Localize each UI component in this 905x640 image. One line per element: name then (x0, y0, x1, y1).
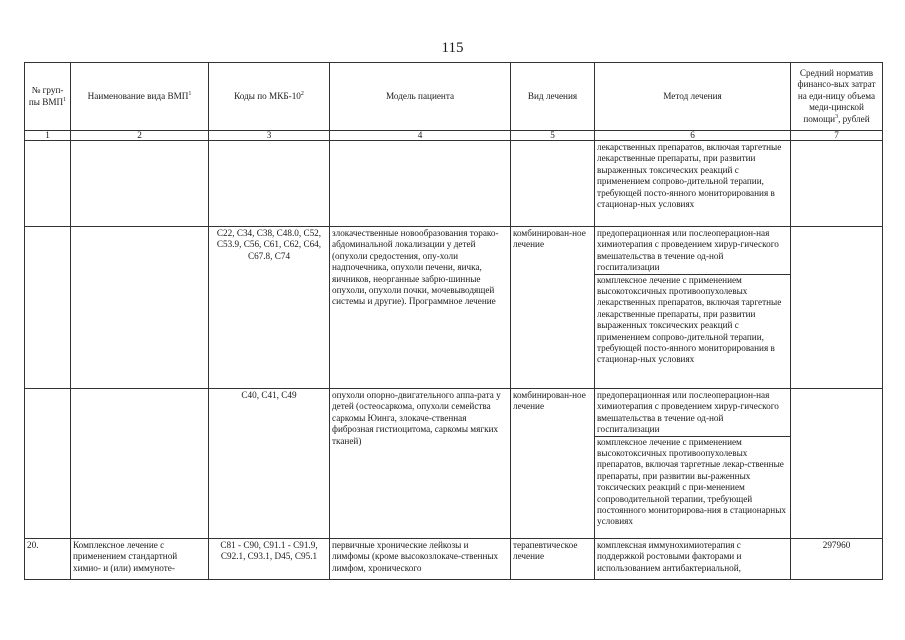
cell-cost: 297960 (791, 539, 883, 580)
header-treatment-type: Вид лечения (511, 63, 595, 131)
column-number: 6 (595, 131, 791, 141)
cell-cost (791, 227, 883, 389)
column-number-row (25, 131, 883, 141)
column-number: 2 (71, 131, 209, 141)
cell-type (511, 141, 595, 227)
header-treatment-method: Метод лечения (595, 63, 791, 131)
column-number: 7 (791, 131, 883, 141)
cell-cost (791, 141, 883, 227)
cell-name (71, 141, 209, 227)
table-row (25, 389, 883, 539)
cell-method (595, 141, 791, 227)
cell-codes: C22, C34, C38, C48.0, C52, C53.9, C56, C61, C62, C64, C67.8, C74 (209, 227, 330, 389)
cell-group (25, 227, 71, 389)
cell-group (25, 141, 71, 227)
cell-type: комбинирован-ное лечение (511, 389, 595, 539)
column-number: 1 (25, 131, 71, 141)
table-row (25, 227, 883, 389)
method-text: лекарственных препаратов, включая таргетные лекарственные препараты, при развитии выраженных токсических реакций с применением сопрово-дительной терапии, требующей посто-янного мониторирования в стационар-ных условиях (597, 142, 782, 210)
table-row (25, 539, 883, 580)
cell-model: злокачественные новообразования торако-абдоминальной локализации у детей (опухоли средостения, опу-холи надпочечника, опухоли печени, яичка, яичников, неорганные забрю-шинные опухоли, опухоли почки, мочевыводящей системы и другие). Программное лечение (330, 227, 511, 389)
method-text: комплексная иммунохимиотерапия с поддержкой ростовыми факторами и использованием антибактериальной, (597, 540, 742, 573)
cell-codes (209, 141, 330, 227)
cell-group (25, 389, 71, 539)
cell-model: опухоли опорно-двигательного аппа-рата у детей (остеосаркома, опухоли семейства саркомы Юинга, злокаче-ственная фиброзная гистиоцитома, саркомы мягких тканей) (330, 389, 511, 539)
header-group-number: № груп-пы ВМП$^1$ (25, 63, 71, 131)
cell-method (595, 539, 791, 580)
cell-model: первичные хронические лейкозы и лимфомы (кроме высокозлокаче-ственных лимфом, хронического (330, 539, 511, 580)
header-vmp-name: Наименование вида ВМП$^1$ (71, 63, 209, 131)
cell-cost (791, 389, 883, 539)
cell-model (330, 141, 511, 227)
header-average-cost: Средний норматив финансо-вых затрат на еди-ницу объема меди-цинской помощи$^3$, рублей (791, 63, 883, 131)
cell-name (71, 227, 209, 389)
cell-type: комбинирован-ное лечение (511, 227, 595, 389)
cell-codes: C40, C41, C49 (209, 389, 330, 539)
cell-type: терапевтическое лечение (511, 539, 595, 580)
method-text: комплексное лечение с применением высокотоксичных противоопухолевых лекарственных препаратов, включая таргетные лекарственные препараты, при развитии выраженных токсических реакций с применением сопрово-дительной терапии, требующей посто-янного мониторирования в стационар-ных условиях (597, 274, 782, 365)
method-text: комплексное лечение с применением высокотоксичных противоопухолевых препаратов, включая таргетные лекар-ственные препараты, при развитии вы-раженных токсических реакций с при-менением сопроводительной терапии, требующей постоянного мониторирова-ния в стационарных условиях (597, 436, 786, 527)
header-patient-model: Модель пациента (330, 63, 511, 131)
page-number: 115 (441, 40, 464, 56)
table-row (25, 141, 883, 227)
cell-name: Комплексное лечение с применением стандартной химио- и (или) иммуноте- (71, 539, 209, 580)
cell-method (595, 227, 791, 389)
table-header-row (25, 63, 883, 131)
vmp-table (24, 62, 883, 580)
column-number: 4 (330, 131, 511, 141)
column-number: 5 (511, 131, 595, 141)
method-text: предоперационная или послеоперацион-ная химиотерапия с проведением хирур-гического вмешательства в течение од-ной госпитализации (595, 390, 790, 437)
cell-codes: C81 - C90, C91.1 - C91.9, C92.1, C93.1, D45, C95.1 (209, 539, 330, 580)
header-icd-codes: Коды по МКБ-$10^2$ (209, 63, 330, 131)
cell-group: 20. (25, 539, 71, 580)
cell-method (595, 389, 791, 539)
cell-name (71, 389, 209, 539)
method-text: предоперационная или послеоперацион-ная химиотерапия с проведением хирур-гического вмешательства в течение од-ной госпитализации (595, 228, 790, 275)
column-number: 3 (209, 131, 330, 141)
